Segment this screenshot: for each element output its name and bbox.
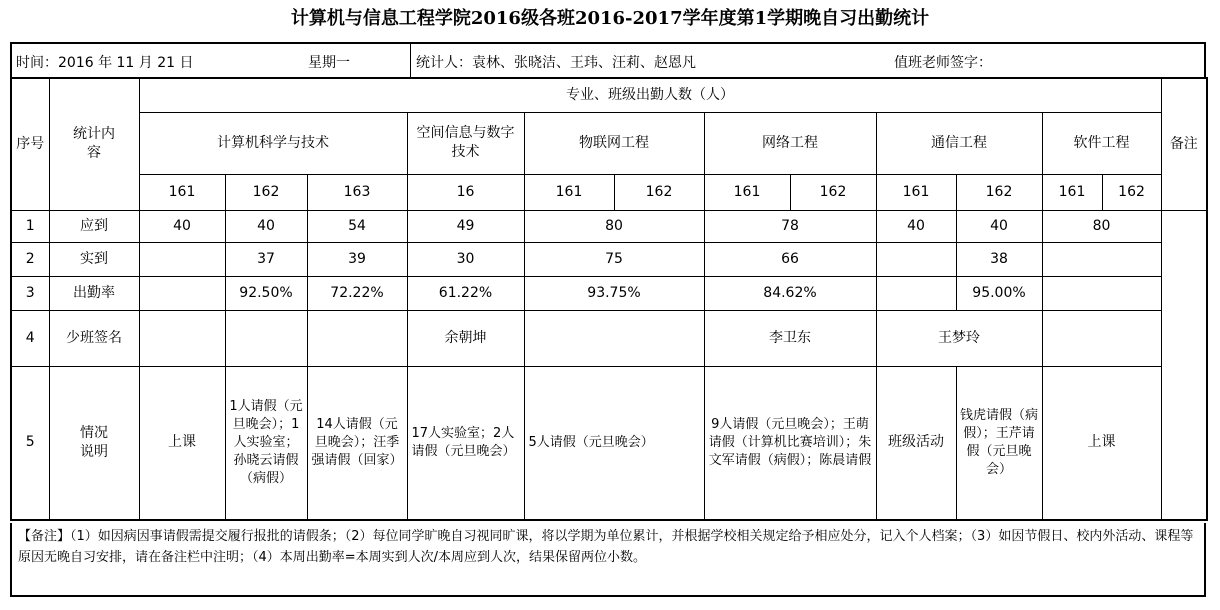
class-header: 161 — [704, 174, 790, 210]
class-header: 161 — [524, 174, 614, 210]
major-network: 网络工程 — [704, 112, 876, 174]
cell — [1042, 276, 1161, 310]
table-row — [11, 310, 1207, 366]
cell: 39 — [307, 242, 407, 276]
table-row — [11, 366, 1207, 520]
cell: 80 — [524, 210, 704, 242]
class-header: 161 — [876, 174, 956, 210]
class-header: 162 — [1102, 174, 1161, 210]
header-remark: 备注 — [1161, 78, 1207, 210]
cell: 80 — [1042, 210, 1161, 242]
stat-persons-text: 统计人：袁林、张晓洁、王玮、汪莉、赵恩凡 — [416, 55, 696, 71]
class-header: 162 — [614, 174, 704, 210]
major-iot: 物联网工程 — [524, 112, 704, 174]
cell: 61.22% — [407, 276, 524, 310]
cell: 54 — [307, 210, 407, 242]
header-content: 统计内容 — [49, 78, 139, 210]
cell: 75 — [524, 242, 704, 276]
major-spatial: 空间信息与数字技术 — [407, 112, 524, 174]
cell — [524, 310, 704, 366]
situation-cell: 14人请假（元旦晚会）；汪季强请假（回家） — [307, 366, 407, 520]
signature-cell: 余朝坤 — [407, 310, 524, 366]
cell — [876, 242, 956, 276]
situation-cell: 上课 — [1042, 366, 1161, 520]
cell: 30 — [407, 242, 524, 276]
major-software: 软件工程 — [1042, 112, 1161, 174]
class-header: 161 — [139, 174, 225, 210]
cell: 66 — [704, 242, 876, 276]
row-label: 情况说明 — [49, 366, 139, 520]
cell: 49 — [407, 210, 524, 242]
row-label: 实到 — [49, 242, 139, 276]
class-header: 162 — [790, 174, 876, 210]
cell — [139, 310, 225, 366]
class-header: 163 — [307, 174, 407, 210]
header-seq: 序号 — [11, 78, 49, 210]
cell: 92.50% — [225, 276, 307, 310]
cell — [1042, 310, 1161, 366]
cell: 40 — [139, 210, 225, 242]
info-divider — [410, 44, 411, 77]
row-label: 出勤率 — [49, 276, 139, 310]
cell: 37 — [225, 242, 307, 276]
row-no: 3 — [11, 276, 49, 310]
row-label: 少班签名 — [49, 310, 139, 366]
cell: 72.22% — [307, 276, 407, 310]
cell — [876, 276, 956, 310]
cell — [225, 310, 307, 366]
row-no: 1 — [11, 210, 49, 242]
table-row — [11, 242, 1207, 276]
class-header: 162 — [225, 174, 307, 210]
cell: 84.62% — [704, 276, 876, 310]
cell: 40 — [225, 210, 307, 242]
cell: 95.00% — [956, 276, 1042, 310]
weekday-text: 星期一 — [308, 55, 350, 71]
situation-cell: 17人实验室；2人请假（元旦晚会） — [407, 366, 524, 520]
cell — [1042, 242, 1161, 276]
major-cs: 计算机科学与技术 — [139, 112, 407, 174]
situation-cell: 班级活动 — [876, 366, 956, 520]
row-no: 2 — [11, 242, 49, 276]
class-header: 161 — [1042, 174, 1102, 210]
attendance-table — [10, 77, 1208, 521]
remarks-note: 【备注】（1）如因病因事请假需提交履行报批的请假条；（2）每位同学旷晚自习视同旷课，将以学期为单位累计，并根据学校相关规定给予相应处分，记入个人档案；（3）如因节假日、校内外活动、课程等原因无晚自习安排，请在备注栏中注明；（4）本周出勤率=本周实到人次/本周应到人次，结果保留两位小数。 — [10, 523, 1206, 597]
row-no: 5 — [11, 366, 49, 520]
cell: 40 — [956, 210, 1042, 242]
class-header: 162 — [956, 174, 1042, 210]
class-header: 16 — [407, 174, 524, 210]
cell: 40 — [876, 210, 956, 242]
signature-cell: 王梦玲 — [876, 310, 1042, 366]
remark-cell — [1161, 210, 1207, 520]
cell — [307, 310, 407, 366]
situation-cell: 1人请假（元旦晚会）；1人实验室；孙晓云请假（病假） — [225, 366, 307, 520]
teacher-sign-label: 值班老师签字： — [894, 55, 992, 71]
cell: 93.75% — [524, 276, 704, 310]
info-bar — [10, 42, 1206, 77]
signature-cell: 李卫东 — [704, 310, 876, 366]
situation-cell: 5人请假（元旦晚会） — [524, 366, 704, 520]
cell: 78 — [704, 210, 876, 242]
page-title: 计算机与信息工程学院2016级各班2016-2017学年度第1学期晚自习出勤统计 — [290, 8, 930, 29]
cell — [139, 242, 225, 276]
table-row — [11, 276, 1207, 310]
cell: 38 — [956, 242, 1042, 276]
situation-cell: 钱虎请假（病假）；王芹请假（元旦晚会） — [956, 366, 1042, 520]
date-text: 时间：2016 年 11 月 21 日 — [16, 55, 194, 71]
situation-cell: 9人请假（元旦晚会）；王萌请假（计算机比赛培训）；朱文军请假（病假）；陈晨请假 — [704, 366, 876, 520]
major-telecom: 通信工程 — [876, 112, 1042, 174]
cell: 上课 — [139, 366, 225, 520]
header-group: 专业、班级出勤人数（人） — [139, 78, 1161, 112]
cell — [139, 276, 225, 310]
row-no: 4 — [11, 310, 49, 366]
table-row — [11, 210, 1207, 242]
row-label: 应到 — [49, 210, 139, 242]
